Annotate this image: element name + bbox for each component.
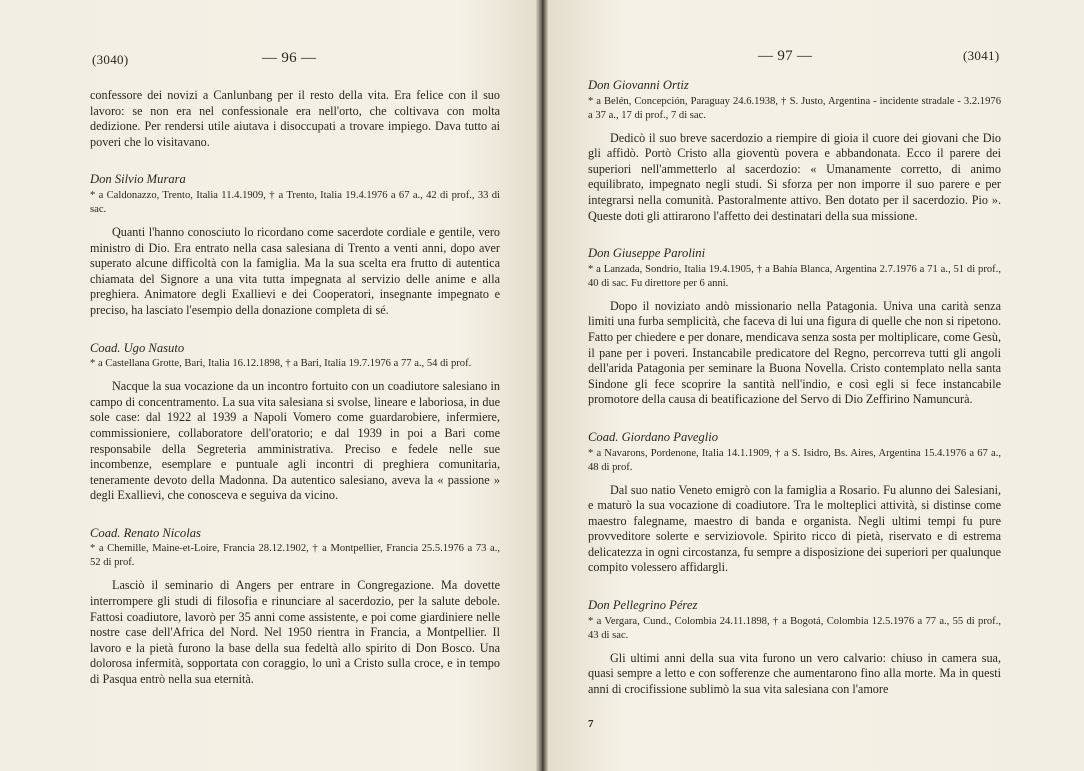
- entry-text: Lasciò il seminario di Angers per entrare in Congregazione. Ma dovette interrompere gli studi di filosofia e rinunciare al sacerdozio, per la salute debole. Fattosi coadiutore, lavorò per 35 anni come assistente, e poi come giardiniere nelle nostre case dell'Africa del Nord. Nel 1950 rientra in Francia, a Montpellier. Il lavoro e la pietà furono la base della sua fedeltà allo spirito di Don Bosco. Una dolorosa infermità, sopportata con coraggio, lo unì a Cristo sulla croce, e in tempo di Pasqua entrò nella sua eternità.: [90, 578, 500, 687]
- entry-text: Nacque la sua vocazione da un incontro fortuito con un coadiutore salesiano in campo di concentramento. La sua vita salesiana si svolse, lineare e laboriosa, in due sole case: dal 1922 al 1939 a Napoli Vomero come guardarobiere, infermiere, commissioniere, collaboratore dell'oratorio; e dal 1939 in poi a Bari come responsabile della Segreteria amministrativa. Preciso e fedele nelle sue incombenze, esemplare e puntuale agli incontri di preghiera comunitaria, teneramente devoto della Madonna. Da autentico salesiano, aveva la « passione » degli Exallievi, che conosceva e seguiva da vicino.: [90, 379, 500, 503]
- left-page-number: — 96 —: [262, 50, 317, 66]
- entry-dates: * a Vergara, Cund., Colombia 24.11.1898, † a Bogotá, Colombia 12.5.1976 a 77 a., 55 di prof., 43 di sac.: [588, 615, 1001, 641]
- entry-dates: * a Belén, Concepción, Paraguay 24.6.1938, † S. Justo, Argentina - incidente stradale - 3.2.1976 a 37 a., 17 di prof., 7 di sac.: [588, 95, 1001, 121]
- entry-dates: * a Caldonazzo, Trento, Italia 11.4.1909, † a Trento, Italia 19.4.1976 a 67 a., 42 di prof., 33 di sac.: [90, 189, 500, 215]
- entry-text: Dal suo natio Veneto emigrò con la famiglia a Rosario. Fu alunno dei Salesiani, e maturò la sua vocazione di coadiutore. Tra le molteplici attività, si distinse come maestro falegname, maestro di banda e organista. Negli ultimi tempi fu pure provveditore solerte e serviziovole. Spirito ricco di pietà, riservato e di estrema delicatezza in ogni circostanza, fu sempre a disposizione dei superiori per qualunque compito volessero affidargli.: [588, 482, 1001, 575]
- entry-text: Gli ultimi anni della sua vita furono un vero calvario: chiuso in camera sua, quasi sempre a letto e con sofferenze che aumentarono fino alla morte. Ma in questi anni di crocifissione sublimò la sua vita salesiana con l'amore: [588, 650, 1001, 696]
- entry-dates: * a Chemille, Maine-et-Loire, Francia 28.12.1902, † a Montpellier, Francia 25.5.1976 a 73 a., 52 di prof.: [90, 543, 500, 569]
- obituary-entry: [588, 246, 1001, 408]
- entry-name: Don Pellegrino Pérez: [588, 598, 698, 613]
- continuation-paragraph: confessore dei novizi a Canlunbang per il resto della vita. Era felice con il suo lavoro: se non era nel confessionale era nell'orto, che coltivava con molta dedizione. Per rendersi utile aiutava i disoccupati a trovare impiego. Dava tutto ai poveri che lo visitavano.: [90, 88, 500, 149]
- right-catalog-number: (3041): [963, 48, 1000, 63]
- signature-mark: 7: [588, 718, 594, 730]
- right-page-number: — 97 —: [758, 48, 813, 64]
- left-page: [0, 0, 541, 771]
- entry-name: Coad. Giordano Paveglio: [588, 429, 719, 444]
- left-page-content: [90, 88, 500, 688]
- entry-text: Dedicò il suo breve sacerdozio a riempire di gioia il cuore dei giovani che Dio gli affidò. Portò Cristo alla gioventù povera e abbandonata. Ecco il parere dei superiori nell'ammetterlo al sacerdozio: « Umanamente corretto, di animo equilibrato, impegnato negli studi. Si sforza per non imporre il suo parere e per integrarsi nella comunità. Pastoralmente attivo. Ben dotato per il sacerdozio. Pio ». Queste doti gli attirarono l'affetto dei destinatari della sua missione.: [588, 130, 1001, 223]
- left-catalog-number: (3040): [92, 52, 129, 67]
- entry-dates: * a Lanzada, Sondrio, Italia 19.4.1905, † a Bahía Blanca, Argentina 2.7.1976 a 71 a., 51 di prof., 40 di sac. Fu direttore per 6 anni.: [588, 263, 1001, 289]
- entry-name: Don Giuseppe Parolini: [588, 246, 706, 261]
- obituary-entry: [90, 341, 500, 504]
- obituary-entry: [588, 78, 1001, 224]
- obituary-entry: [90, 172, 500, 318]
- right-page: [543, 0, 1084, 771]
- obituary-entry: [588, 430, 1001, 576]
- obituary-entry: [588, 598, 1001, 697]
- obituary-entry: [90, 526, 500, 688]
- entry-text: Dopo il noviziato andò missionario nella Patagonia. Univa una carità senza limiti una furba semplicità, che faceva di lui una figura di quelle che non si ripetono. Fatto per chiedere e per donare, mendicava senza sosta per moltiplicare, come Gesù, il pane per i poveri. Instancabile predicatore del Regno, percorreva tutti gli angoli dell'arida Patagonia per seminare la Buona Novella. Cristo contemplato nella santa Sindone gli fece scoprire la santità nell'indio, e così egli si fece instancabile promotore della causa di beatificazione del Servo di Dio Zeffirino Namuncurà.: [588, 298, 1001, 407]
- entry-dates: * a Castellana Grotte, Bari, Italia 16.12.1898, † a Bari, Italia 19.7.1976 a 77 a., 54 di prof.: [90, 358, 472, 370]
- entry-text: Quanti l'hanno conosciuto lo ricordano come sacerdote cordiale e gentile, vero ministro di Dio. Era entrato nella casa salesiana di Trento a venti anni, dopo aver superato alcune difficoltà con la famiglia. Ma la sua scelta era frutto di autentica chiamata del Signore a una vita tutta impegnata al servizio delle anime e alla preghiera. Animatore degli Exallievi e dei Cooperatori, insegnante impegnato e preciso, ha lasciato l'esempio della donazione completa di sé.: [90, 224, 500, 317]
- entry-name: Don Giovanni Ortiz: [588, 78, 689, 92]
- right-page-content: [588, 78, 1001, 697]
- entry-name: Coad. Renato Nicolas: [90, 525, 201, 540]
- entry-name: Coad. Ugo Nasuto: [90, 340, 185, 355]
- book-gutter: [536, 0, 548, 771]
- entry-dates: * a Navarons, Pordenone, Italia 14.1.1909, † a S. Isidro, Bs. Aires, Argentina 15.4.1976 a 67 a., 48 di prof.: [588, 447, 1001, 473]
- entry-name: Don Silvio Murara: [90, 172, 186, 187]
